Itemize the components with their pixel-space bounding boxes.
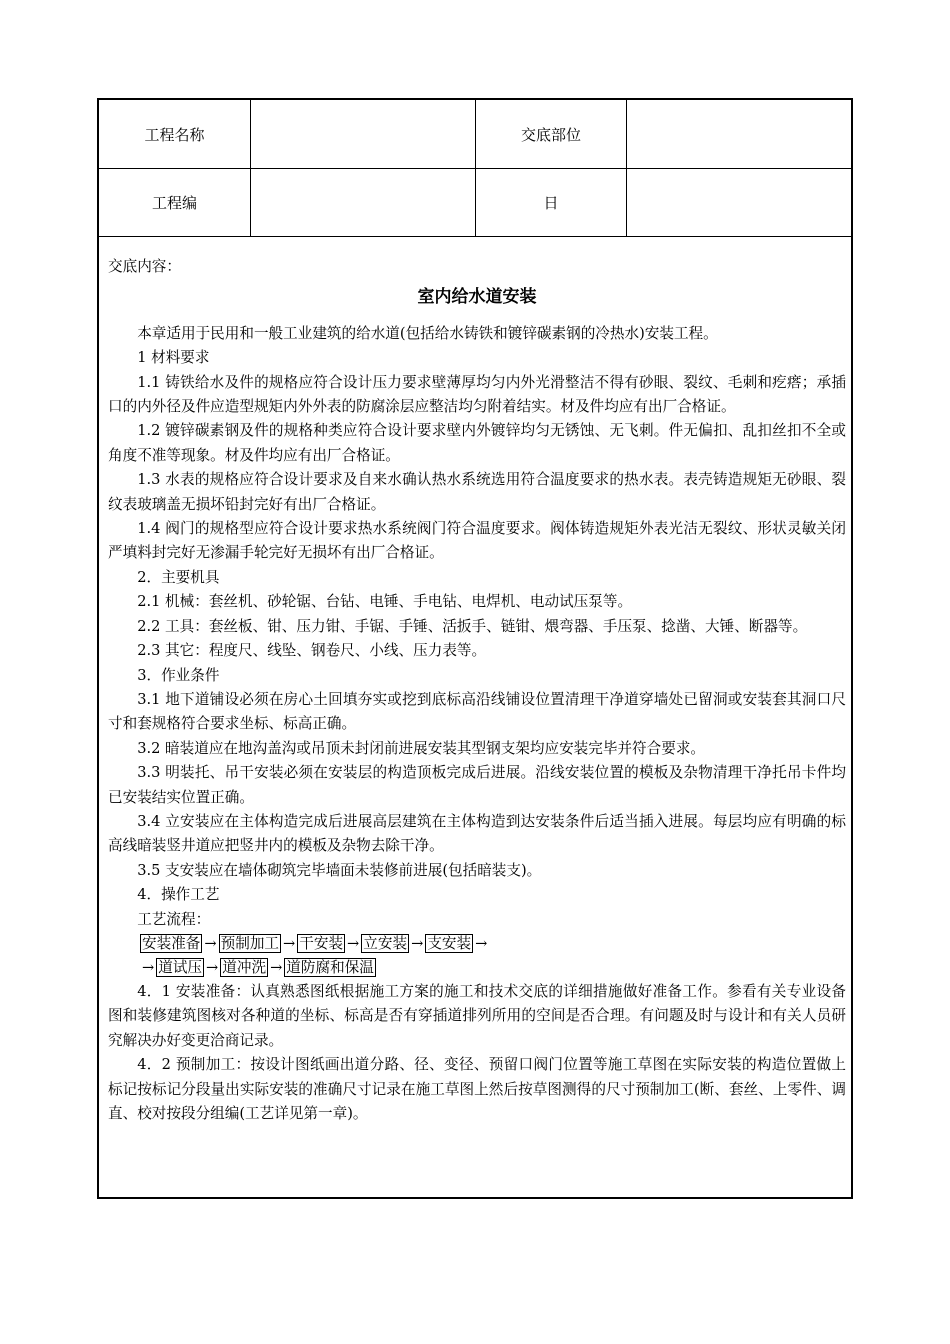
handover-content xyxy=(108,255,846,1126)
process-flow-line-2 xyxy=(140,956,846,980)
content-paragraph: 2.3 其它：程度尺、线坠、钢卷尺、小线、压力表等。 xyxy=(137,642,487,660)
content-paragraph: 1.1 铸铁给水及件的规格应符合设计压力要求壁薄厚均匀内外光滑整洁不得有砂眼、裂纹、毛刺和疙瘩；承插口的内外径及件应造型规矩内外外表的防腐涂层应整洁均匀附着结实。材及件均应有出厂合格证。 xyxy=(108,373,846,416)
flow-step-pressure-test: 道试压 xyxy=(158,958,203,976)
flow-step-branch-install: 支安装 xyxy=(427,934,472,952)
content-paragraph: 1 材料要求 xyxy=(137,349,210,367)
content-paragraph: 本章适用于民用和一般工业建筑的给水道(包括给水铸铁和镀锌碳素钢的冷热水)安装工程。 xyxy=(137,324,718,342)
flow-step-prefab: 预制加工 xyxy=(220,934,280,952)
project-number-value[interactable] xyxy=(251,168,476,236)
header-row-1 xyxy=(99,100,851,169)
content-paragraph: 3.2 暗装道应在地沟盖沟或吊顶未封闭前进展安装其型钢支架均应安装完毕并符合要求。 xyxy=(137,739,706,757)
date-value[interactable] xyxy=(627,168,851,236)
content-paragraph: 4．1 安装准备：认真熟悉图纸根据施工方案的施工和技术交底的详细措施做好准备工作。参看有关专业设备图和装修建筑图核对各种道的坐标、标高是否有穿插道排列所用的空间是否合理。有问题及时与设计和有关人员研究解决办好变更洽商记录。 xyxy=(108,982,846,1049)
content-paragraph: 2.1 机械：套丝机、砂轮锯、台钻、电锤、手电钻、电焊机、电动试压泵等。 xyxy=(137,593,633,611)
content-paragraph: 4．操作工艺 xyxy=(137,886,220,904)
flow-arrow: → xyxy=(475,934,488,952)
project-name-label: 工程名称 xyxy=(99,100,251,168)
handover-location-value[interactable] xyxy=(627,100,851,168)
flow-step-anticorrosion: 道防腐和保温 xyxy=(286,958,374,976)
flow-arrow: → xyxy=(270,958,283,976)
handover-form xyxy=(97,98,853,1199)
header-row-2 xyxy=(99,168,851,237)
process-flow xyxy=(108,932,846,980)
document-title: 室内给水道安装 xyxy=(417,287,537,308)
content-paragraphs-b xyxy=(108,980,846,1126)
content-paragraph: 4．2 预制加工：按设计图纸画出道分路、径、变径、预留口阀门位置等施工草图在实际安装的构造位置做上标记按标记分段量出实际安装的准确尺寸记录在施工草图上然后按草图测得的尺寸预制加工(断、套丝、上零件、调直、校对按段分组编(工艺详见第一章)。 xyxy=(108,1056,846,1122)
content-paragraph: 1.2 镀锌碳素钢及件的规格种类应符合设计要求壁内外镀锌均匀无锈蚀、无飞刺。件无偏扣、乱扣丝扣不全或角度不准等现象。材及件均应有出厂合格证。 xyxy=(108,422,846,464)
handover-location-label: 交底部位 xyxy=(476,100,627,168)
flow-arrow: → xyxy=(206,958,219,976)
content-paragraph: 3.4 立安装应在主体构造完成后进展高层建筑在主体构造到达安装条件后适当插入进展。每层均应有明确的标高线暗装竖井道应把竖井内的模板及杂物去除干净。 xyxy=(108,812,846,855)
content-label: 交底内容： xyxy=(108,258,181,275)
flow-arrow: → xyxy=(204,934,217,952)
content-paragraph: 2.2 工具：套丝板、钳、压力钳、手锯、手锤、活扳手、链钳、煨弯器、手压泵、捻凿、大锤、断器等。 xyxy=(137,617,808,635)
flow-step-main-install: 干安装 xyxy=(299,934,344,952)
content-paragraph: 3.3 明装托、吊干安装必须在安装层的构造顶板完成后进展。沿线安装位置的模板及杂物清理干净托吊卡件均已安装结实位置正确。 xyxy=(108,764,846,806)
flow-arrow: → xyxy=(283,934,296,952)
content-paragraphs-a xyxy=(108,322,846,932)
content-paragraph: 3.5 支安装应在墙体砌筑完毕墙面未装修前进展(包括暗装支)。 xyxy=(137,861,542,879)
flow-step-riser-install: 立安装 xyxy=(363,934,408,952)
content-paragraph: 3.1 地下道铺设必须在房心土回填夯实或挖到底标高沿线铺设位置清理干净道穿墙处已留洞或安装套其洞口尺寸和套规格符合要求坐标、标高正确。 xyxy=(108,690,846,733)
project-name-value[interactable] xyxy=(251,100,476,168)
date-label: 日 xyxy=(476,168,627,236)
content-paragraph: 3．作业条件 xyxy=(137,666,220,684)
flow-arrow: → xyxy=(411,934,424,952)
project-number-label: 工程编 xyxy=(99,168,251,236)
content-paragraph: 工艺流程： xyxy=(137,910,211,928)
flow-step-flush: 道冲洗 xyxy=(222,958,267,976)
flow-arrow: → xyxy=(142,958,155,976)
content-paragraph: 2．主要机具 xyxy=(137,568,220,586)
content-paragraph: 1.3 水表的规格应符合设计要求及自来水确认热水系统选用符合温度要求的热水表。表壳铸造规矩无砂眼、裂纹表玻璃盖无损坏铅封完好有出厂合格证。 xyxy=(108,471,846,513)
content-paragraph: 1.4 阀门的规格型应符合设计要求热水系统阀门符合温度要求。阀体铸造规矩外表光洁无裂纹、形状灵敏关闭严填料封完好无渗漏手轮完好无损坏有出厂合格证。 xyxy=(108,520,846,562)
process-flow-line-1 xyxy=(140,932,846,956)
flow-arrow: → xyxy=(347,934,360,952)
flow-step-prepare: 安装准备 xyxy=(142,934,201,952)
